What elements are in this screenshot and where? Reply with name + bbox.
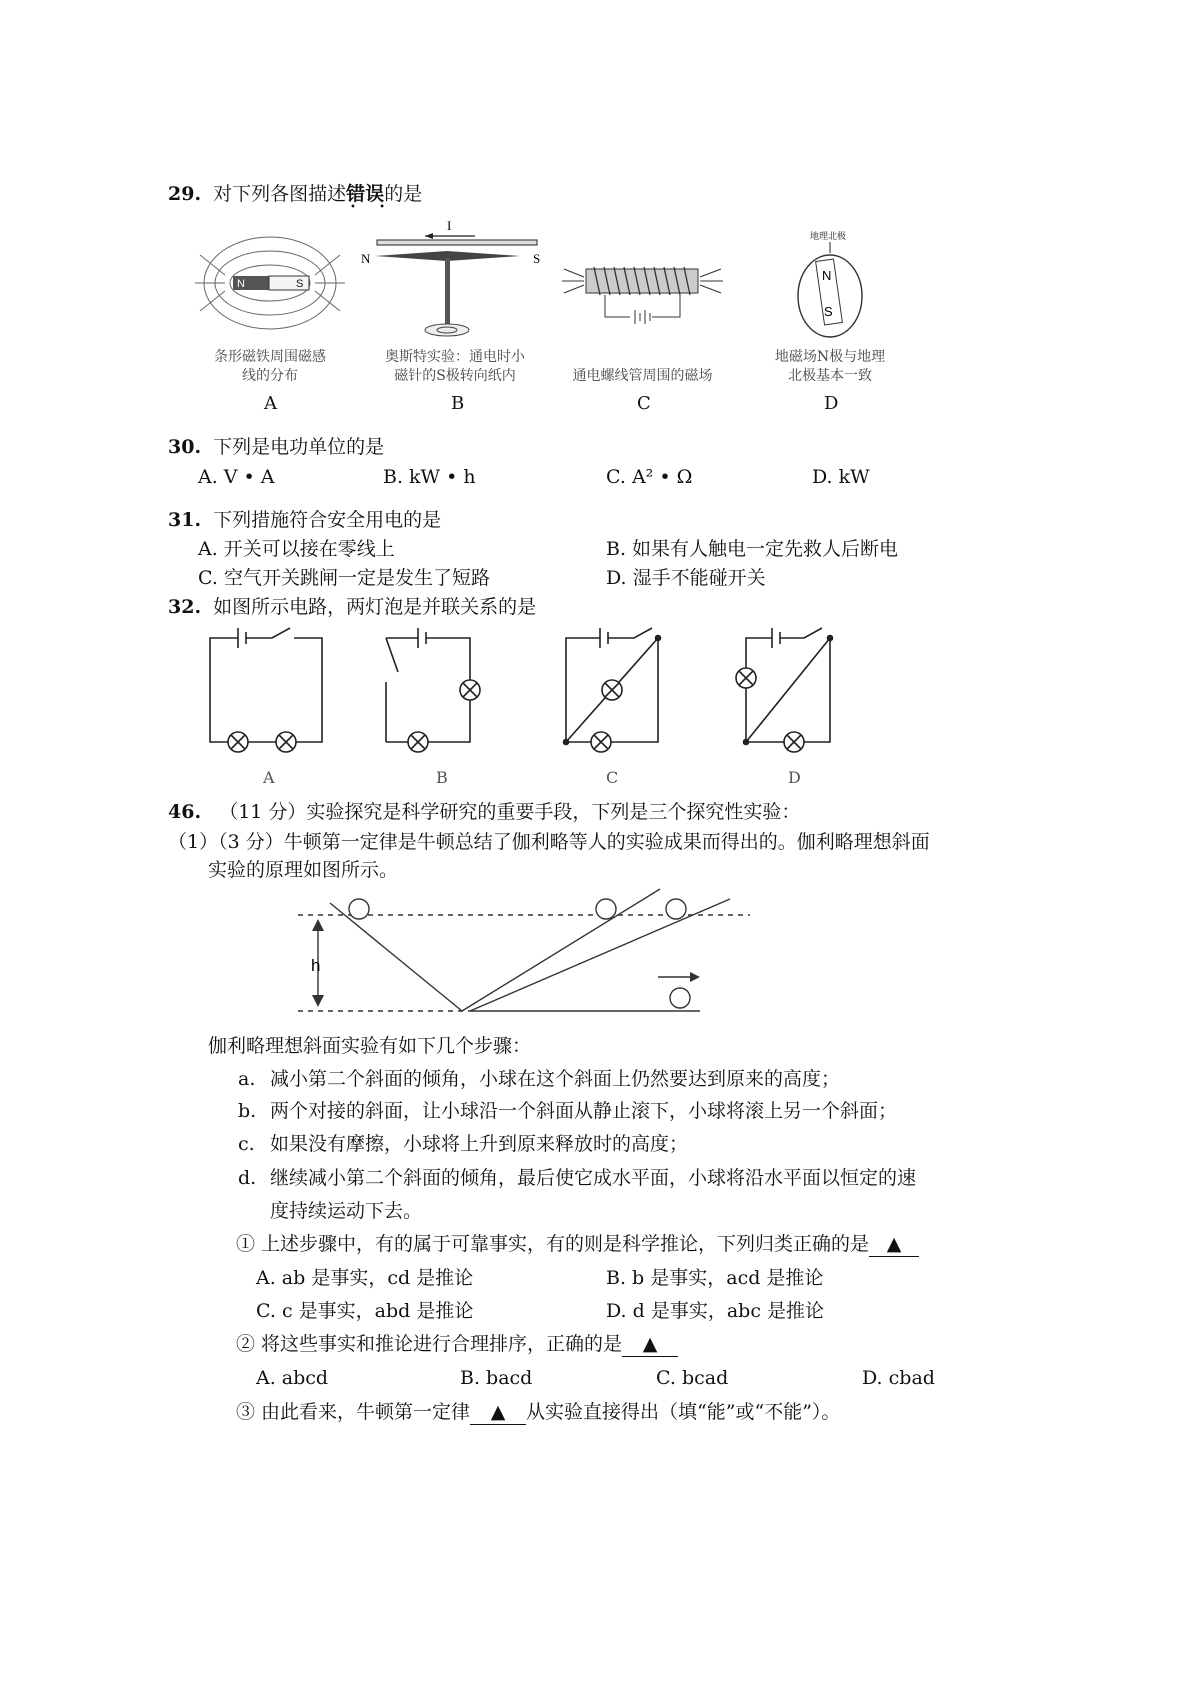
height-label: h bbox=[311, 956, 321, 975]
step-c-key: c. bbox=[238, 1133, 255, 1155]
sub3-answer-blank[interactable]: ▲ bbox=[470, 1400, 526, 1425]
sub1-option-d: D. d 是事实，abc 是推论 bbox=[606, 1300, 825, 1322]
pole-n-label: N bbox=[237, 278, 245, 290]
pole-n-label: N bbox=[361, 251, 371, 266]
emphasis-dots: • • bbox=[350, 202, 395, 213]
step-d-text: 继续减小第二个斜面的倾角，最后使它成水平面，小球将沿水平面以恒定的速 bbox=[270, 1167, 917, 1189]
pole-s-label: S bbox=[296, 278, 304, 290]
figure-29b-letter: B bbox=[451, 393, 465, 414]
pole-s-label: S bbox=[824, 304, 833, 319]
geographic-north-label: 地理北极 bbox=[810, 232, 847, 242]
sub1-stem: ① 上述步骤中，有的属于可靠事实，有的则是科学推论，下列归类正确的是 ▲ bbox=[236, 1232, 919, 1257]
figure-29c-caption: 通电螺线管周围的磁场 bbox=[572, 368, 713, 384]
circuit-d bbox=[736, 628, 833, 752]
q30-option-a: A. V • A bbox=[198, 466, 275, 488]
sub2-option-c: C. bcad bbox=[656, 1367, 729, 1389]
circuit-b bbox=[386, 628, 480, 752]
q32-circuit-diagrams bbox=[190, 620, 870, 800]
q29-stem-suffix: 的是 bbox=[384, 183, 423, 205]
figure-29d-caption: 地磁场N极与地理 北极基本一致 bbox=[774, 349, 886, 384]
q31-option-b: B. 如果有人触电一定先救人后断电 bbox=[606, 538, 899, 560]
q46-stem: 46. （11 分）实验探究是科学研究的重要手段，下列是三个探究性实验： bbox=[168, 801, 801, 823]
q29-stem-emphasis: 错误 bbox=[346, 183, 385, 205]
figure-29a-bar-magnet bbox=[195, 225, 345, 345]
figure-29a-letter: A bbox=[264, 393, 277, 414]
steps-intro: 伽利略理想斜面实验有如下几个步骤： bbox=[208, 1035, 532, 1057]
step-b-text: 两个对接的斜面，让小球沿一个斜面从静止滚下，小球将滚上另一个斜面； bbox=[270, 1100, 898, 1122]
figure-29b-caption: 奥斯特实验：通电时小 磁针的S极转向纸内 bbox=[385, 349, 525, 384]
sub3-stem: ③ 由此看来，牛顿第一定律 ▲ 从实验直接得出（填“能”或“不能”）。 bbox=[236, 1401, 841, 1423]
figure-29d-geomagnetism bbox=[780, 228, 880, 340]
sub1-option-b: B. b 是事实，acd 是推论 bbox=[606, 1267, 824, 1289]
q30-option-d: D. kW bbox=[812, 466, 870, 488]
q30-option-b: B. kW • h bbox=[383, 466, 476, 488]
circuit-a bbox=[210, 628, 322, 752]
q31-stem: 31. 下列措施符合安全用电的是 bbox=[168, 509, 442, 531]
step-a-key: a. bbox=[238, 1068, 256, 1090]
q29-stem-prefix: 对下列各图描述 bbox=[213, 183, 347, 205]
sub2-answer-blank[interactable]: ▲ bbox=[622, 1332, 678, 1357]
figure-29a-caption: 条形磁铁周围磁感 线的分布 bbox=[214, 349, 326, 384]
q46-part1-line1: （1）（3 分）牛顿第一定律是牛顿总结了伽利略等人的实验成果而得出的。伽利略理想斜面 bbox=[168, 831, 930, 853]
pole-s-label: S bbox=[533, 251, 541, 266]
figure-29c-letter: C bbox=[637, 393, 651, 414]
circuit-c bbox=[564, 628, 661, 752]
step-a-text: 减小第二个斜面的倾角，小球在这个斜面上仍然要达到原来的高度； bbox=[270, 1068, 841, 1090]
q30-option-c: C. A² • Ω bbox=[606, 466, 693, 488]
circuit-label-c: C bbox=[606, 768, 619, 787]
step-d-text-cont: 度持续运动下去。 bbox=[270, 1200, 423, 1222]
galileo-inclined-plane-figure bbox=[290, 885, 760, 1020]
q30-stem: 30. 下列是电功单位的是 bbox=[168, 436, 385, 458]
figure-29d-letter: D bbox=[824, 393, 839, 414]
sub2-option-a: A. abcd bbox=[256, 1367, 329, 1389]
sub1-option-a: A. ab 是事实，cd 是推论 bbox=[256, 1267, 474, 1289]
circuit-label-d: D bbox=[788, 768, 801, 787]
sub2-option-b: B. bacd bbox=[460, 1367, 533, 1389]
pole-n-label: N bbox=[822, 268, 832, 283]
circuit-label-b: B bbox=[436, 768, 448, 787]
sub1-option-c: C. c 是事实，abd 是推论 bbox=[256, 1300, 474, 1322]
sub2-stem: ② 将这些事实和推论进行合理排序，正确的是 ▲ bbox=[236, 1332, 678, 1357]
figure-29c-solenoid bbox=[560, 255, 725, 335]
current-label: I bbox=[447, 218, 452, 233]
sub1-answer-blank[interactable]: ▲ bbox=[869, 1232, 919, 1257]
sub2-option-d: D. cbad bbox=[862, 1367, 935, 1389]
step-d-key: d. bbox=[238, 1167, 257, 1189]
q46-part1-line2: 实验的原理如图所示。 bbox=[208, 859, 399, 881]
step-b-key: b. bbox=[238, 1100, 257, 1122]
q31-option-a: A. 开关可以接在零线上 bbox=[198, 538, 395, 560]
step-c-text: 如果没有摩擦，小球将上升到原来释放时的高度； bbox=[270, 1133, 689, 1155]
q32-stem: 32. 如图所示电路，两灯泡是并联关系的是 bbox=[168, 596, 537, 618]
figure-29b-oersted bbox=[355, 218, 555, 338]
q31-option-c: C. 空气开关跳闸一定是发生了短路 bbox=[198, 567, 490, 589]
circuit-label-a: A bbox=[263, 768, 275, 787]
q31-option-d: D. 湿手不能碰开关 bbox=[606, 567, 766, 589]
question-number: 29. bbox=[168, 183, 202, 205]
